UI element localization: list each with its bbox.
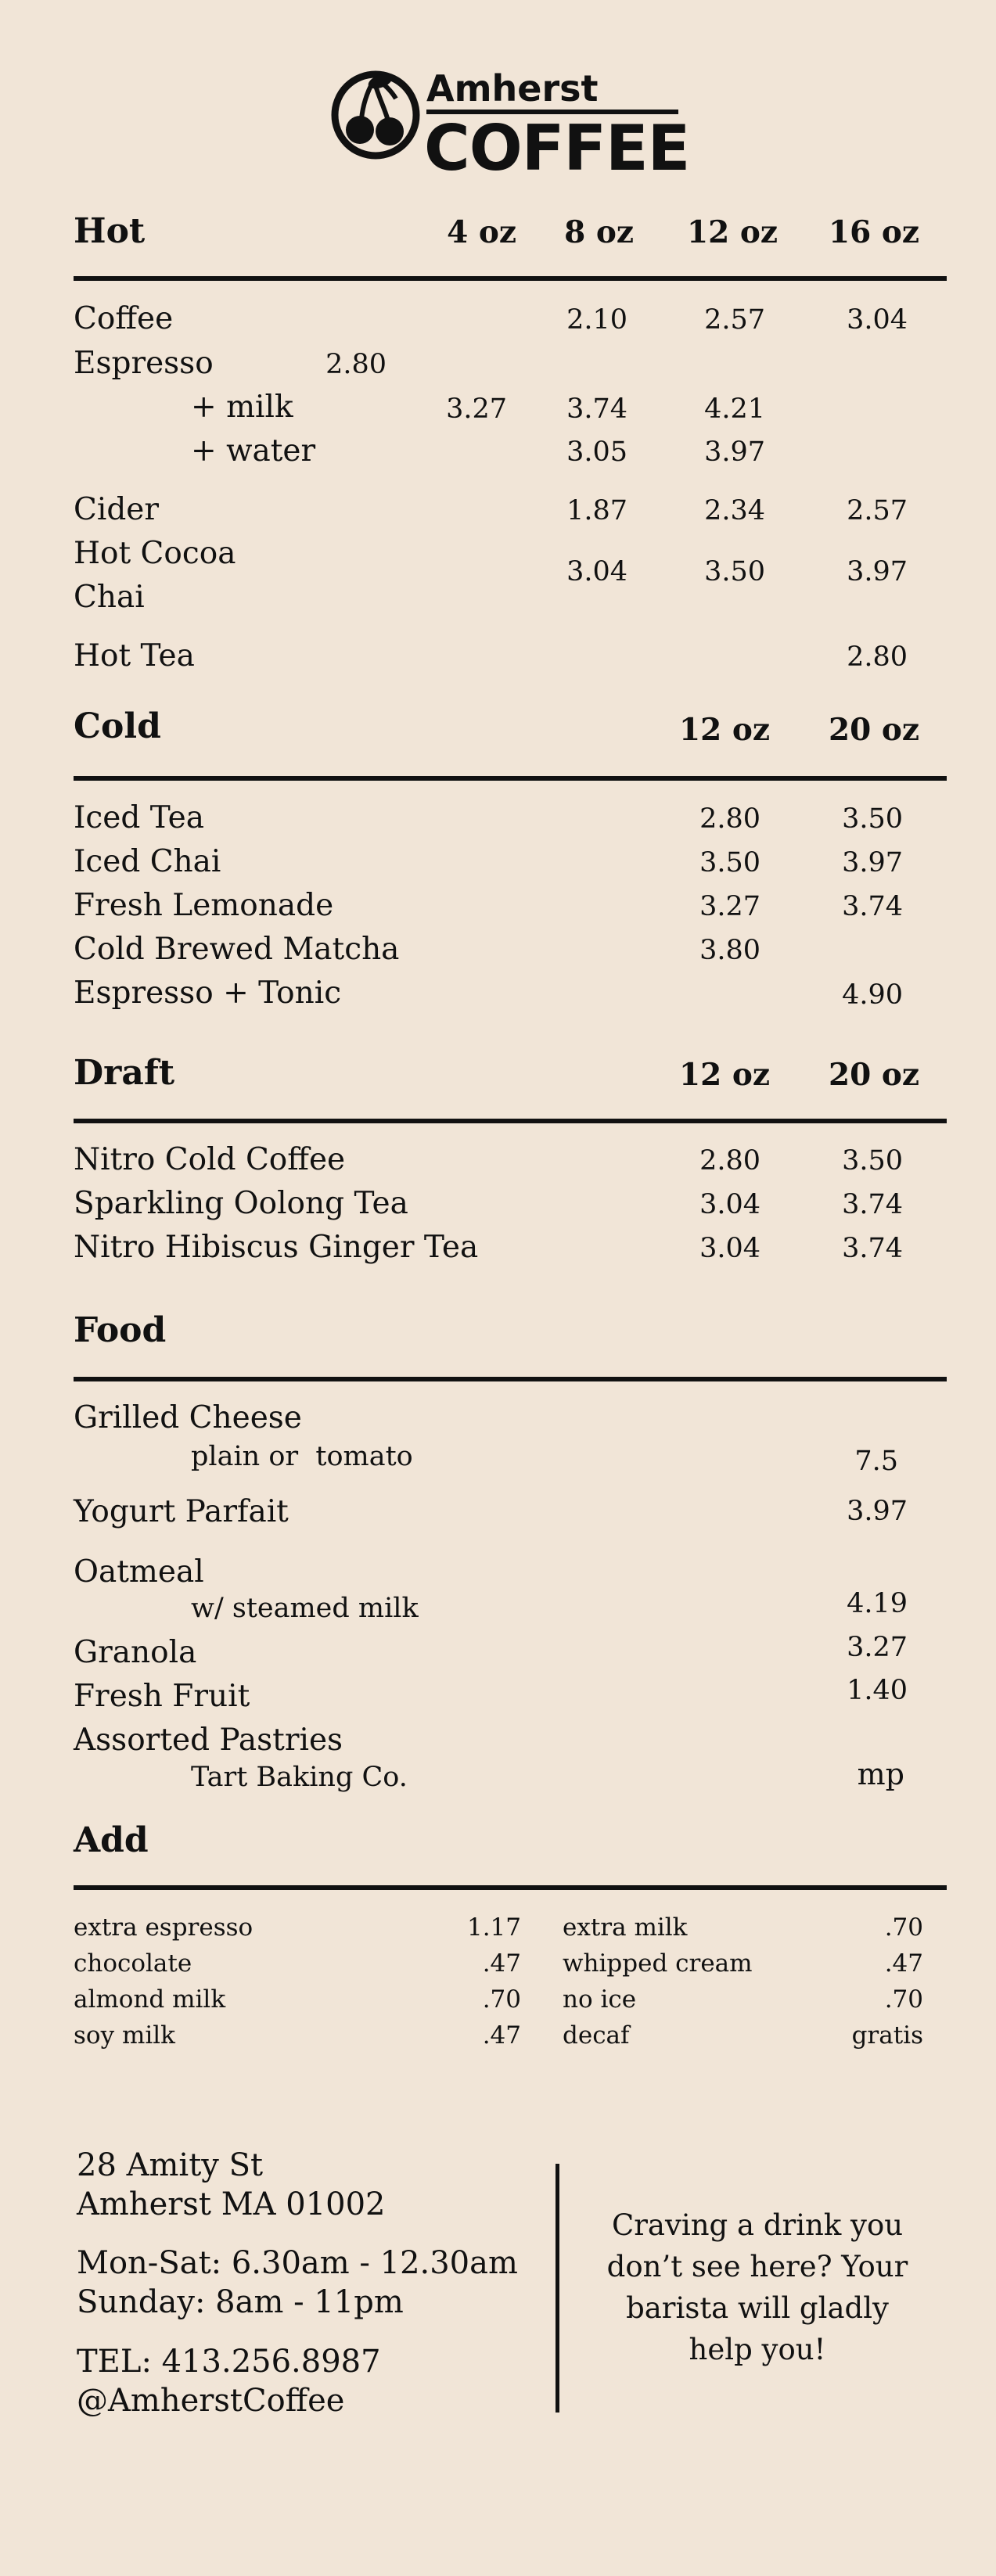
brand-logo <box>329 63 690 188</box>
price-yogurt-parfait: 3.97 <box>847 1496 908 1527</box>
price-water-8oz: 3.05 <box>566 437 627 468</box>
section-title-food: Food <box>74 1310 167 1350</box>
price-lemonade-12oz: 3.27 <box>699 891 760 922</box>
item-fresh-fruit: Fresh Fruit <box>74 1679 250 1714</box>
item-cider: Cider <box>74 492 160 527</box>
size-header-8oz: 8 oz <box>564 214 634 250</box>
add-price-almond-milk: .70 <box>482 1985 521 2014</box>
hours-weekday: Mon-Sat: 6.30am - 12.30am <box>77 2245 518 2281</box>
add-whipped-cream: whipped cream <box>563 1949 753 1978</box>
price-cider-8oz: 1.87 <box>566 495 627 526</box>
item-iced-chai: Iced Chai <box>74 844 221 879</box>
phone-number[interactable]: TEL: 413.256.8987 <box>77 2344 381 2380</box>
brand-name-top: Amherst <box>426 67 599 110</box>
section-rule-add <box>74 1885 947 1890</box>
item-espresso-tonic: Espresso + Tonic <box>74 975 342 1011</box>
item-espresso: Espresso <box>74 346 214 381</box>
address-street: 28 Amity St <box>77 2147 264 2183</box>
section-title-add: Add <box>74 1820 149 1860</box>
price-nitro-coffee-20oz: 3.50 <box>842 1145 903 1177</box>
add-chocolate: chocolate <box>74 1949 192 1978</box>
add-price-whipped-cream: .47 <box>884 1949 923 1978</box>
hours-sunday: Sunday: 8am - 11pm <box>77 2284 404 2320</box>
item-hot-cocoa: Hot Cocoa <box>74 536 236 571</box>
section-rule-cold <box>74 776 947 781</box>
section-rule-food <box>74 1377 947 1381</box>
price-nitro-coffee-12oz: 2.80 <box>699 1145 760 1177</box>
size-header-cold-12oz: 12 oz <box>678 712 770 748</box>
add-soy-milk: soy milk <box>74 2021 175 2050</box>
item-grilled-cheese-options: plain or tomato <box>191 1441 413 1472</box>
section-title-hot: Hot <box>74 211 146 251</box>
add-price-soy-milk: .47 <box>482 2021 521 2050</box>
item-oatmeal: Oatmeal <box>74 1554 204 1590</box>
price-iced-chai-12oz: 3.50 <box>699 847 760 878</box>
item-granola: Granola <box>74 1635 197 1670</box>
add-almond-milk: almond milk <box>74 1985 226 2014</box>
craving-message: Craving a drink you don’t see here? Your barista will gladly help you! <box>606 2208 908 2366</box>
section-title-draft: Draft <box>74 1053 175 1093</box>
price-cocoa-chai-12oz: 3.50 <box>704 556 765 587</box>
item-grilled-cheese: Grilled Cheese <box>74 1400 302 1435</box>
item-oatmeal-option: w/ steamed milk <box>191 1593 419 1624</box>
add-price-decaf: gratis <box>851 2021 923 2050</box>
item-yogurt-parfait: Yogurt Parfait <box>74 1494 289 1529</box>
price-oolong-12oz: 3.04 <box>699 1189 760 1220</box>
price-water-12oz: 3.97 <box>704 437 765 468</box>
price-iced-tea-20oz: 3.50 <box>842 803 903 835</box>
price-fresh-fruit: 1.40 <box>847 1675 908 1706</box>
price-coffee-12oz: 2.57 <box>704 304 765 336</box>
add-extra-espresso: extra espresso <box>74 1913 253 1942</box>
price-coffee-8oz: 2.10 <box>566 304 627 336</box>
social-handle[interactable]: @AmherstCoffee <box>77 2383 345 2419</box>
item-pastries-source: Tart Baking Co. <box>191 1762 408 1793</box>
item-nitro-cold-coffee: Nitro Cold Coffee <box>74 1142 346 1177</box>
item-espresso-milk: + milk <box>191 390 293 425</box>
add-decaf: decaf <box>563 2021 630 2050</box>
section-rule-draft <box>74 1119 947 1123</box>
address-city: Amherst MA 01002 <box>77 2186 386 2222</box>
cherry-icon <box>329 64 422 163</box>
price-hibiscus-12oz: 3.04 <box>699 1233 760 1264</box>
add-extra-milk: extra milk <box>563 1913 688 1942</box>
size-header-draft-20oz: 20 oz <box>828 1057 919 1093</box>
item-chai: Chai <box>74 580 145 615</box>
price-milk-4oz: 3.27 <box>446 393 507 425</box>
price-iced-tea-12oz: 2.80 <box>699 803 760 835</box>
section-title-cold: Cold <box>74 706 161 746</box>
item-iced-tea: Iced Tea <box>74 800 205 835</box>
add-price-chocolate: .47 <box>482 1949 521 1978</box>
size-header-16oz: 16 oz <box>828 214 919 250</box>
price-espresso: 2.80 <box>325 349 387 380</box>
price-milk-12oz: 4.21 <box>704 393 765 425</box>
price-cocoa-chai-16oz: 3.97 <box>847 556 908 587</box>
item-sparkling-oolong-tea: Sparkling Oolong Tea <box>74 1186 408 1221</box>
price-hibiscus-20oz: 3.74 <box>842 1233 903 1264</box>
price-matcha-12oz: 3.80 <box>699 935 760 966</box>
add-price-no-ice: .70 <box>884 1985 923 2014</box>
section-rule-hot <box>74 276 947 281</box>
add-price-extra-milk: .70 <box>884 1913 923 1942</box>
add-no-ice: no ice <box>563 1985 637 2014</box>
size-header-draft-12oz: 12 oz <box>678 1057 770 1093</box>
price-oatmeal: 4.19 <box>847 1588 908 1619</box>
add-price-extra-espresso: 1.17 <box>466 1913 521 1942</box>
size-header-4oz: 4 oz <box>447 214 516 250</box>
price-espresso-tonic-20oz: 4.90 <box>842 979 903 1011</box>
price-cocoa-chai-8oz: 3.04 <box>566 556 627 587</box>
item-hot-tea: Hot Tea <box>74 638 195 674</box>
size-header-12oz: 12 oz <box>686 214 778 250</box>
item-coffee: Coffee <box>74 301 174 336</box>
item-nitro-hibiscus-ginger-tea: Nitro Hibiscus Ginger Tea <box>74 1230 479 1265</box>
price-cider-16oz: 2.57 <box>847 495 908 526</box>
item-fresh-lemonade: Fresh Lemonade <box>74 888 334 923</box>
item-cold-brewed-matcha: Cold Brewed Matcha <box>74 932 400 967</box>
price-coffee-16oz: 3.04 <box>847 304 908 336</box>
price-grilled-cheese: 7.5 <box>854 1446 898 1477</box>
price-granola: 3.27 <box>847 1632 908 1663</box>
brand-name-bottom: COFFEE <box>424 112 690 185</box>
price-pastries: mp <box>857 1757 904 1791</box>
price-milk-8oz: 3.74 <box>566 393 627 425</box>
item-espresso-water: + water <box>191 433 316 469</box>
price-lemonade-20oz: 3.74 <box>842 891 903 922</box>
price-hot-tea-16oz: 2.80 <box>847 641 908 673</box>
size-header-cold-20oz: 20 oz <box>828 712 919 748</box>
info-divider <box>556 2164 559 2413</box>
price-iced-chai-20oz: 3.97 <box>842 847 903 878</box>
item-assorted-pastries: Assorted Pastries <box>74 1723 343 1758</box>
price-cider-12oz: 2.34 <box>704 495 765 526</box>
price-oolong-20oz: 3.74 <box>842 1189 903 1220</box>
